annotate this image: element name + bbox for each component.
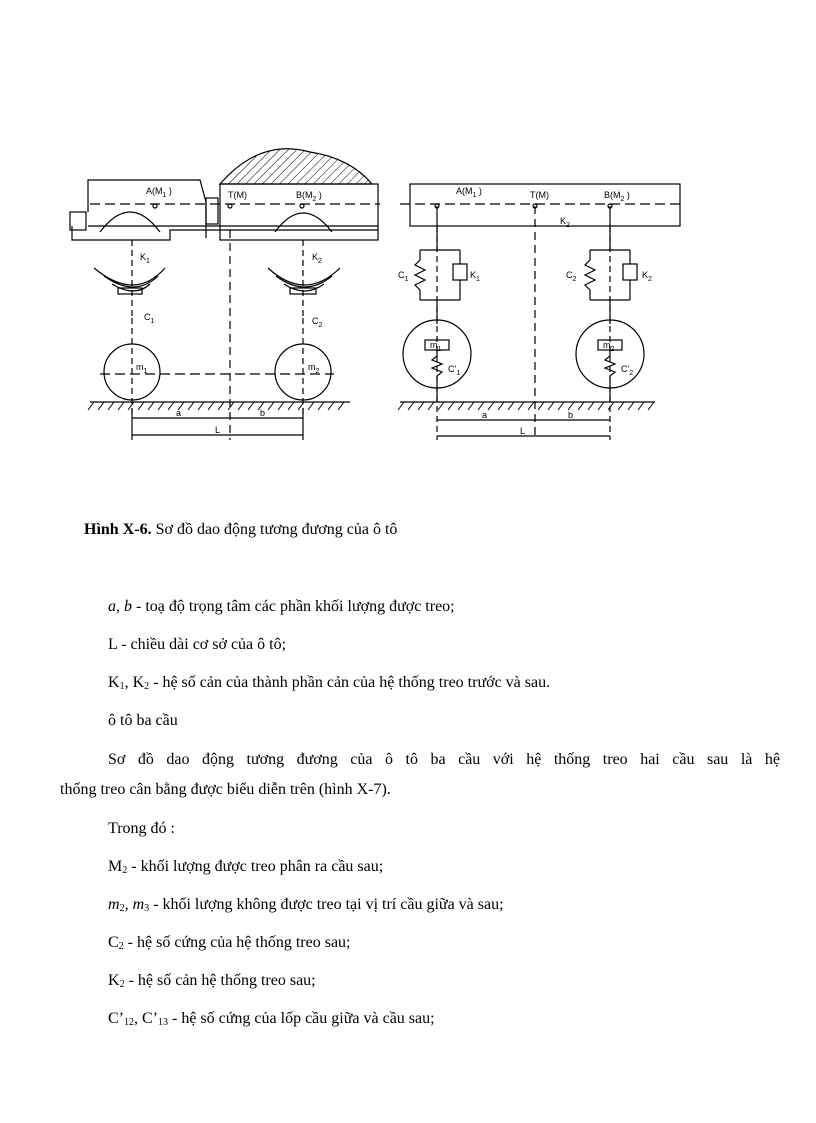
- label-t-left: T(M): [228, 190, 247, 200]
- label-m1-right: $m_1$: [430, 340, 442, 353]
- m3-var: m: [132, 896, 145, 913]
- m-var: M: [108, 858, 123, 875]
- rear-suspension: [585, 206, 637, 324]
- truck-drawing: [70, 149, 380, 240]
- line-m2m3: [108, 896, 504, 914]
- k1: K: [108, 674, 120, 691]
- label-b-right: $B(M_2$ ): [604, 190, 630, 203]
- label-L-left: L: [215, 425, 221, 435]
- para-line-2: thống treo cân bằng được biểu diễn trên (hình X-7).: [60, 781, 391, 798]
- label-a-right: $A(M_1$ ): [456, 186, 482, 199]
- k-sub: 2: [119, 979, 125, 990]
- line-c2: [108, 934, 351, 952]
- line-text: - hệ số cản của thành phần cản của hệ thống treo trước và sau.: [149, 674, 551, 691]
- line-L: L - chiều dài cơ sở của ô tô;: [108, 636, 287, 653]
- k1-sub: 1: [119, 681, 125, 692]
- label-m2-left: $m_2$: [308, 362, 320, 375]
- label-b-dim-left: b: [260, 408, 266, 418]
- c-sub: 2: [118, 941, 124, 952]
- label-a-left: $A(M_1$ ): [146, 186, 172, 199]
- sep: , C’: [134, 1010, 158, 1027]
- label-a-dim-left: a: [176, 408, 182, 418]
- label-c2-right: $C_2$: [566, 270, 577, 283]
- m2-var: m: [108, 896, 120, 913]
- line-text: - khối lượng không được treo tại vị trí cầu giữa và sau;: [149, 896, 504, 913]
- line-text: - khối lượng được treo phân ra cầu sau;: [127, 858, 384, 875]
- line-text: - hệ số cứng của hệ thống treo sau;: [123, 934, 351, 951]
- label-k1-right: $K_1$: [470, 270, 480, 283]
- front-suspension: [415, 206, 467, 324]
- line-c12c13: [108, 1010, 435, 1028]
- line-text: - hệ số cứng của lốp cầu giữa và cầu sau;: [168, 1010, 435, 1027]
- figure-caption: [84, 521, 397, 539]
- line-text: - hệ số cản hệ thống treo sau;: [124, 972, 316, 989]
- line-ab: [108, 598, 455, 616]
- var-a: a: [108, 598, 116, 615]
- m3-sub: 3: [144, 903, 150, 914]
- label-c1p: $C'_1$: [448, 364, 461, 377]
- sep: ,: [116, 598, 124, 615]
- line-k2: [108, 972, 316, 990]
- label-c2-left: $C_2$: [312, 316, 323, 329]
- label-k2-left: $K_2$: [312, 252, 322, 265]
- label-k2-bar: $K_2$: [560, 216, 570, 229]
- caption-text: Sơ đồ dao động tương đương của ô tô: [151, 521, 398, 538]
- m2-sub: 2: [119, 903, 125, 914]
- paragraph-3axle: [60, 745, 780, 805]
- label-L-right: L: [520, 426, 526, 436]
- vibration-diagram: [60, 140, 700, 460]
- label-m2-right: $m_2$: [603, 340, 615, 353]
- label-b-left: $B(M_2$ ): [296, 190, 322, 203]
- leaf-spring-rear: [268, 240, 340, 318]
- c12-var: C’: [108, 1010, 124, 1027]
- label-a-dim-right: a: [482, 410, 488, 420]
- m-sub: 2: [122, 865, 128, 876]
- label-k2-right: $K_2$: [642, 270, 652, 283]
- line-text: - toạ độ trọng tâm các phần khối lượng được treo;: [132, 598, 455, 615]
- line-trong-do: Trong đó :: [108, 820, 175, 837]
- c13-sub: 13: [158, 1017, 168, 1028]
- sep: ,: [124, 896, 133, 913]
- line-m2: [108, 858, 383, 876]
- k-var: K: [108, 972, 120, 989]
- sep: , K: [124, 674, 145, 691]
- para-line-1: Sơ đồ dao động tương đương của ô tô ba cầu với hệ thống treo hai cầu sau là hệ: [108, 751, 780, 768]
- c-var: C: [108, 934, 119, 951]
- figure-x6: [60, 140, 700, 460]
- label-c1-left: $C_1$: [144, 312, 155, 325]
- leaf-spring-front: [94, 240, 165, 318]
- line-k1k2: [108, 674, 550, 692]
- label-m1-left: $m_1$: [136, 362, 148, 375]
- label-t-right: T(M): [530, 190, 549, 200]
- label-k1-left: $K_1$: [140, 252, 150, 265]
- label-c2p: $C'_2$: [621, 364, 634, 377]
- caption-label: Hình X-6.: [84, 521, 152, 538]
- k2-sub: 2: [144, 681, 150, 692]
- label-b-dim-right: b: [568, 410, 574, 420]
- var-b: b: [124, 598, 132, 615]
- line-heading-3axle: ô tô ba cầu: [108, 712, 178, 729]
- c12-sub: 12: [124, 1017, 134, 1028]
- label-c1-right: $C_1$: [398, 270, 409, 283]
